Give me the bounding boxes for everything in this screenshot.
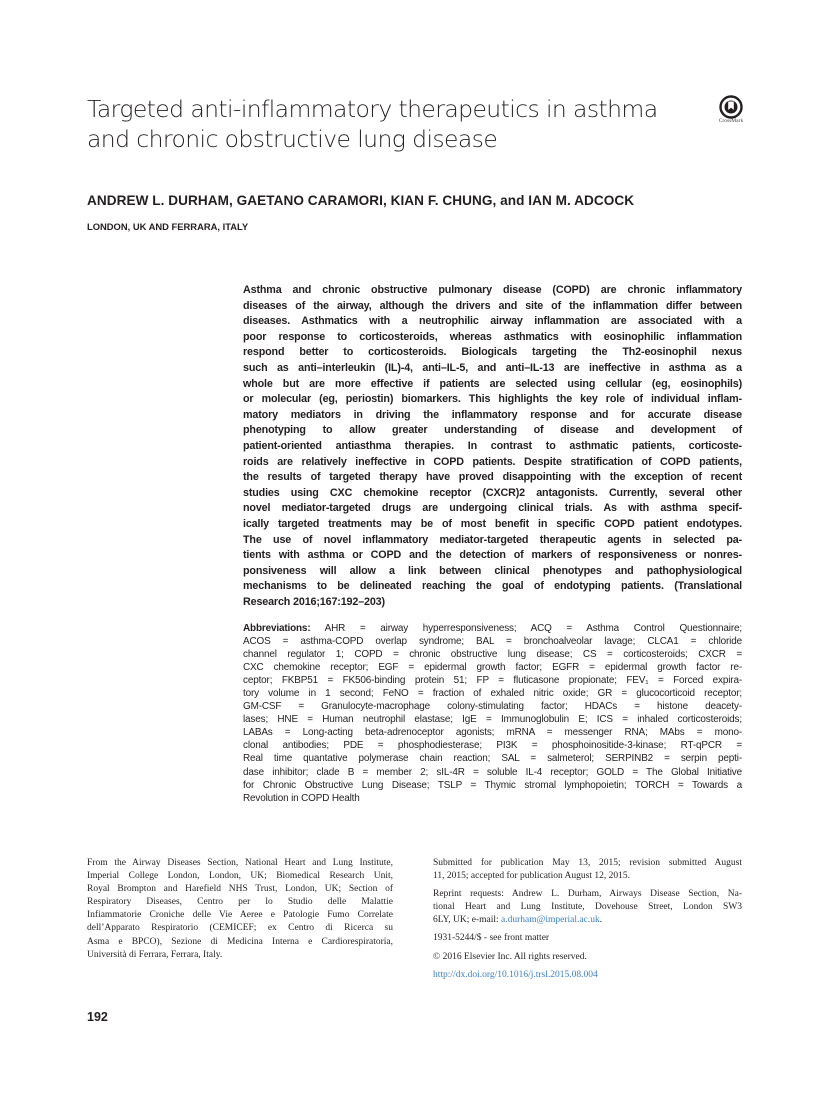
reprint-line: tional Heart and Lung Institute, Dovehouse Street, London SW3 bbox=[433, 902, 742, 913]
crossmark-label: CrossMark bbox=[718, 118, 744, 124]
abbreviations-line: LABAs = Long-acting beta-adrenoceptor agonists; mRNA = messenger RNA; MAbs = mono- bbox=[243, 727, 742, 739]
title-line: Targeted anti-inflammatory therapeutics in asthma bbox=[87, 95, 658, 123]
abbreviations-heading: Abbreviations: bbox=[243, 623, 311, 634]
affiliation-line: Respiratory Diseases, Centro per lo Studio delle Malattie bbox=[87, 897, 393, 908]
abstract-line: studies using CXC chemokine receptor (CXCR)2 antagonists. Currently, several other bbox=[243, 486, 742, 499]
affiliation-line: dell’Apparato Respiratorio (CEMICEF; ex Centro di Ricerca su bbox=[87, 923, 393, 934]
abstract-line: novel mediator-targeted drugs are undergoing clinical trials. As with asthma specif- bbox=[243, 502, 742, 515]
abstract-line: ically targeted treatments may be of most benefit in specific COPD patient endotypes. bbox=[243, 517, 742, 530]
abbreviations-line: tory volume in 1 second; FeNO = fraction of exhaled nitric oxide; GR = glucocorticoid receptor; bbox=[243, 688, 742, 700]
abstract-line: roids are relatively ineffective in COPD patients. Despite stratification of COPD patients, bbox=[243, 455, 742, 468]
abstract-line: The use of novel inflammatory mediator-targeted therapeutic agents in selected pa- bbox=[243, 533, 742, 546]
abbreviations-line: for Chronic Obstructive Lung Disease; TSLP = Thymic stromal lymphopoietin; TORCH = Towards a bbox=[243, 779, 742, 791]
affiliation-line: Università di Ferrara, Ferrara, Italy. bbox=[87, 949, 223, 960]
abbreviations-line: channel regulator 1; COPD = chronic obstructive lung disease; CS = corticosteroids; CXCR = bbox=[243, 649, 742, 661]
abstract-line: phenotyping to allow greater understanding of disease and development of bbox=[243, 424, 742, 437]
abbreviations-line: dase inhibitor; clade B = member 2; sIL-4R = soluble IL-4 receptor; GOLD = The Global Initiative bbox=[243, 766, 742, 778]
publication-notes bbox=[433, 857, 742, 982]
article-title bbox=[87, 94, 712, 154]
abstract-line: tients with asthma or COPD and the detection of markers of responsiveness or nonres- bbox=[243, 549, 742, 562]
abstract bbox=[243, 283, 742, 610]
reprint-suffix: . bbox=[599, 915, 603, 926]
abbreviations-line bbox=[243, 622, 742, 635]
abstract-line: ponsiveness will allow a link between clinical phenotypes and pathophysiological bbox=[243, 564, 742, 577]
abstract-line: patient-oriented antiasthma therapies. In contrast to asthmatic patients, corticoste- bbox=[243, 439, 742, 452]
abstract-line: diseases. Asthmatics with a neutrophilic airway inflammation are associated with a bbox=[243, 315, 742, 328]
affiliation-line: Asma e BPCO), Sezione di Medicina Interna e Cardiorespiratoria, bbox=[87, 936, 393, 947]
abstract-line: the results of targeted therapy have proved disappointing with the exception of recent bbox=[243, 471, 742, 484]
submitted-line: Submitted for publication May 13, 2015; revision submitted August bbox=[433, 858, 742, 868]
abbreviations-line: clonal antibodies; PDE = phosphodiesterase; PI3K = phosphoinositide-3-kinase; RT-qPCR = bbox=[243, 740, 742, 752]
reprint-line: Reprint requests: Andrew L. Durham, Airways Disease Section, Na- bbox=[433, 889, 742, 900]
affiliation-line: From the Airway Diseases Section, National Heart and Lung Institute, bbox=[87, 858, 393, 868]
abstract-line: mechanisms to be delineated reaching the goal of endotyping patients. (Translational bbox=[243, 580, 742, 593]
affiliation-line: Infiammatorie Croniche delle Vie Aeree e Patologie Fumo Correlate bbox=[87, 910, 393, 921]
copyright-line: © 2016 Elsevier Inc. All rights reserved. bbox=[433, 951, 587, 962]
submitted-line: 11, 2015; accepted for publication August 12, 2015. bbox=[433, 871, 630, 882]
page-number: 192 bbox=[87, 1010, 108, 1024]
abbreviations-line: Revolution in COPD Health bbox=[243, 792, 360, 804]
abbreviations-line: CXC chemokine receptor; EGF = epidermal growth factor; EGFR = epidermal growth factor re- bbox=[243, 662, 742, 674]
email-link[interactable]: a.durham@imperial.ac.uk bbox=[501, 915, 600, 926]
title-line: and chronic obstructive lung disease bbox=[87, 125, 498, 153]
author-location: LONDON, UK AND FERRARA, ITALY bbox=[87, 221, 249, 232]
abstract-line: or molecular (eg, periostin) biomarkers. This highlights the key role of individual inflam- bbox=[243, 393, 742, 406]
reprint-line bbox=[433, 914, 742, 927]
abstract-line: Asthma and chronic obstructive pulmonary disease (COPD) are chronic inflammatory bbox=[243, 284, 742, 296]
abstract-line: poor response to corticosteroids, whereas asthmatics with eosinophilic inflammation bbox=[243, 330, 742, 343]
author-list: ANDREW L. DURHAM, GAETANO CARAMORI, KIAN F. CHUNG, and IAN M. ADCOCK bbox=[87, 193, 635, 208]
affiliations bbox=[87, 857, 393, 962]
abbreviations-line: ACOS = asthma-COPD overlap syndrome; BAL = bronchoalveolar lavage; CLCA1 = chloride bbox=[243, 636, 742, 648]
abbreviations bbox=[243, 622, 742, 805]
abbreviations-line: ceptor; FKBP51 = FK506-binding protein 51; FP = fluticasone propionate; FEV₁ = Forced expira- bbox=[243, 675, 742, 687]
abstract-line: matory mediators in driving the inflammatory response and for accurate disease bbox=[243, 408, 742, 421]
reprint-prefix: 6LY, UK; e-mail: bbox=[433, 915, 499, 926]
abbreviations-first: AHR = airway hyperresponsiveness; ACQ = Asthma Control Questionnaire; bbox=[324, 623, 742, 634]
abstract-line: Research 2016;167:192–203) bbox=[243, 595, 385, 608]
abbreviations-line: Real time quantative polymerase chain reaction; SAL = salmeterol; SERPINB2 = serpin pepti- bbox=[243, 753, 742, 765]
doi-link[interactable]: http://dx.doi.org/10.1016/j.trsl.2015.08.004 bbox=[433, 969, 598, 980]
abstract-line: diseases of the airway, although the drivers and site of the inflammation differ between bbox=[243, 299, 742, 312]
affiliation-line: Royal Brompton and Harefield NHS Trust, London, UK; Section of bbox=[87, 884, 393, 895]
abstract-line: whole but are more effective if patients are selected using cellular (eg, eosinophils) bbox=[243, 377, 742, 390]
issn-line: 1931-5244/$ - see front matter bbox=[433, 933, 550, 944]
abstract-line: such as anti–interleukin (IL)-4, anti–IL-5, and anti–IL-13 are ineffective in asthma as a bbox=[243, 361, 742, 374]
affiliation-line: Imperial College London, London, UK; Biomedical Research Unit, bbox=[87, 871, 393, 882]
abstract-line: respond better to corticosteroids. Biologicals targeting the Th2-eosinophil nexus bbox=[243, 346, 742, 359]
abbreviations-line: GM-CSF = Granulocyte-macrophage colony-stimulating factor; HDACs = histone deacety- bbox=[243, 701, 742, 713]
abbreviations-line: lases; HNE = Human neutrophil elastase; IgE = Immunoglobulin E; ICS = inhaled corticosteroids; bbox=[243, 714, 742, 726]
